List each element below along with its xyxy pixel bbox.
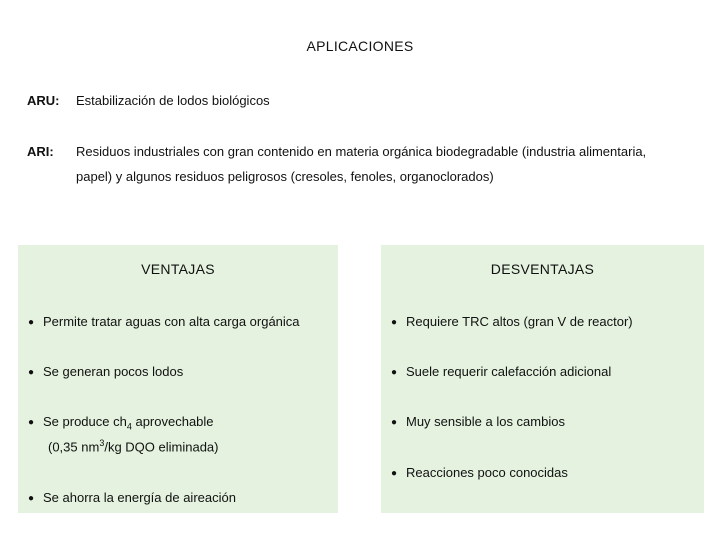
- ventaja-text: Se ahorra la energía de aireación: [43, 490, 236, 505]
- ventaja-note-text-cont: /kg DQO eliminada): [104, 439, 219, 455]
- desventaja-item: [391, 314, 633, 329]
- ventaja-subscript: 4: [126, 421, 132, 432]
- bullet-icon: ●: [28, 417, 35, 428]
- ventaja-text: Se generan pocos lodos: [43, 364, 184, 379]
- ventaja-item: [28, 414, 214, 432]
- bullet-icon: ●: [28, 493, 35, 504]
- aru-label: ARU:: [27, 93, 60, 108]
- ari-label: ARI:: [27, 144, 54, 159]
- desventaja-text: Muy sensible a los cambios: [406, 414, 565, 429]
- desventaja-text: Suele requerir calefacción adicional: [406, 364, 612, 379]
- bullet-icon: ●: [391, 417, 398, 428]
- ventaja-item: [28, 364, 183, 379]
- desventaja-item: [391, 364, 611, 379]
- ventaja-note: [48, 438, 218, 454]
- desventajas-heading: DESVENTAJAS: [490, 261, 595, 277]
- ventaja-note-text: (0,35 nm: [48, 439, 100, 455]
- ari-description-line2: papel) y algunos residuos peligrosos (cresoles, fenoles, organoclorados): [76, 169, 494, 184]
- ventajas-panel: [18, 245, 338, 513]
- ventaja-note-superscript: 3: [99, 438, 105, 448]
- desventaja-text: Requiere TRC altos (gran V de reactor): [406, 314, 633, 329]
- desventaja-item: [391, 414, 565, 429]
- bullet-icon: ●: [391, 317, 398, 328]
- aru-description: Estabilización de lodos biológicos: [76, 93, 270, 108]
- ventaja-text: Se produce ch: [43, 414, 127, 429]
- desventaja-text: Reacciones poco conocidas: [406, 465, 568, 480]
- ventaja-item: [28, 314, 300, 329]
- ventaja-text-cont: aprovechable: [131, 414, 214, 429]
- page-title: APLICACIONES: [306, 38, 414, 54]
- bullet-icon: ●: [28, 367, 35, 378]
- bullet-icon: ●: [391, 367, 398, 378]
- desventaja-item: [391, 465, 568, 480]
- bullet-icon: ●: [28, 317, 35, 328]
- ventaja-text: Permite tratar aguas con alta carga orgánica: [43, 314, 300, 329]
- ventajas-heading: VENTAJAS: [141, 261, 215, 277]
- ventaja-item: [28, 490, 236, 505]
- bullet-icon: ●: [391, 468, 398, 479]
- ari-description-line1: Residuos industriales con gran contenido en materia orgánica biodegradable (industria alimentaria,: [76, 144, 647, 159]
